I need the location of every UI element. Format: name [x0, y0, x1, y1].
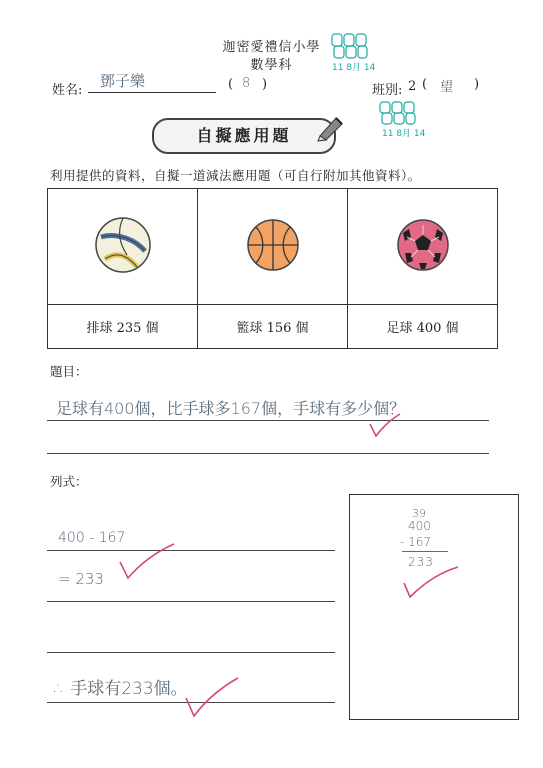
calc-top: 400: [408, 519, 431, 533]
calc-borrow: 39: [412, 507, 426, 520]
stamp-icon: [330, 32, 376, 76]
answer-line-1: [47, 420, 489, 421]
class-label: 班別:: [372, 83, 403, 98]
working-rule-3: [47, 652, 335, 653]
check-mark-icon: [118, 542, 176, 582]
basketball-cell: [198, 189, 348, 305]
class-open: (: [422, 77, 428, 92]
working-rule-2: [47, 601, 335, 602]
volleyball-icon: [93, 215, 153, 275]
subject-name: 數學科: [250, 58, 293, 73]
number-open: (: [228, 77, 234, 92]
school-name: 迦密愛禮信小學: [222, 40, 321, 55]
soccer-cell: [348, 189, 498, 305]
soccer-ball-icon: [395, 217, 451, 273]
working-label: 列式：: [50, 474, 88, 489]
basketball-caption: 籃球 156 個: [198, 305, 348, 349]
question-label: 題目：: [50, 364, 88, 379]
soccer-caption: 足球 400 個: [348, 305, 498, 349]
volleyball-cell: [48, 189, 198, 305]
stamp-date: 11 8月 14: [382, 129, 426, 139]
question-answer: 足球有400個，比手球多167個，手球有多少個？: [56, 399, 406, 418]
check-mark-icon: [402, 565, 460, 601]
name-field: [88, 70, 216, 93]
pencil-icon: [316, 112, 346, 146]
class-close: ): [474, 77, 480, 92]
vertical-calc-box: [349, 494, 519, 720]
number-close: ): [262, 77, 268, 92]
volleyball-caption: 排球 235 個: [48, 305, 198, 349]
calc-subtrahend: - 167: [400, 535, 432, 549]
calc-rule: [402, 551, 448, 552]
working-rule-1: [47, 550, 335, 551]
working-line-1: 400 - 167: [58, 530, 126, 546]
name-value: 鄧子樂: [100, 72, 146, 90]
stamp-icon: [378, 100, 426, 140]
conclusion: ∴ 手球有233個。: [54, 679, 188, 699]
basketball-icon: [245, 217, 301, 273]
name-label: 姓名:: [52, 83, 83, 98]
working-line-2: = 233: [58, 570, 104, 588]
calc-result: 233: [408, 555, 434, 569]
answer-line-2: [47, 453, 489, 454]
banner-title: 自擬應用題: [196, 126, 292, 145]
number-value: 8: [242, 76, 251, 91]
check-mark-icon: [368, 412, 402, 440]
class-value: 2: [408, 79, 417, 94]
check-mark-icon: [184, 676, 240, 718]
data-table: [47, 188, 498, 349]
class-name: 望: [440, 80, 454, 95]
section-banner: [152, 118, 336, 154]
instruction-text: 利用提供的資料，自擬一道減法應用題（可自行附加其他資料）。: [50, 168, 421, 183]
stamp-date: 11 8月 14: [332, 63, 376, 73]
